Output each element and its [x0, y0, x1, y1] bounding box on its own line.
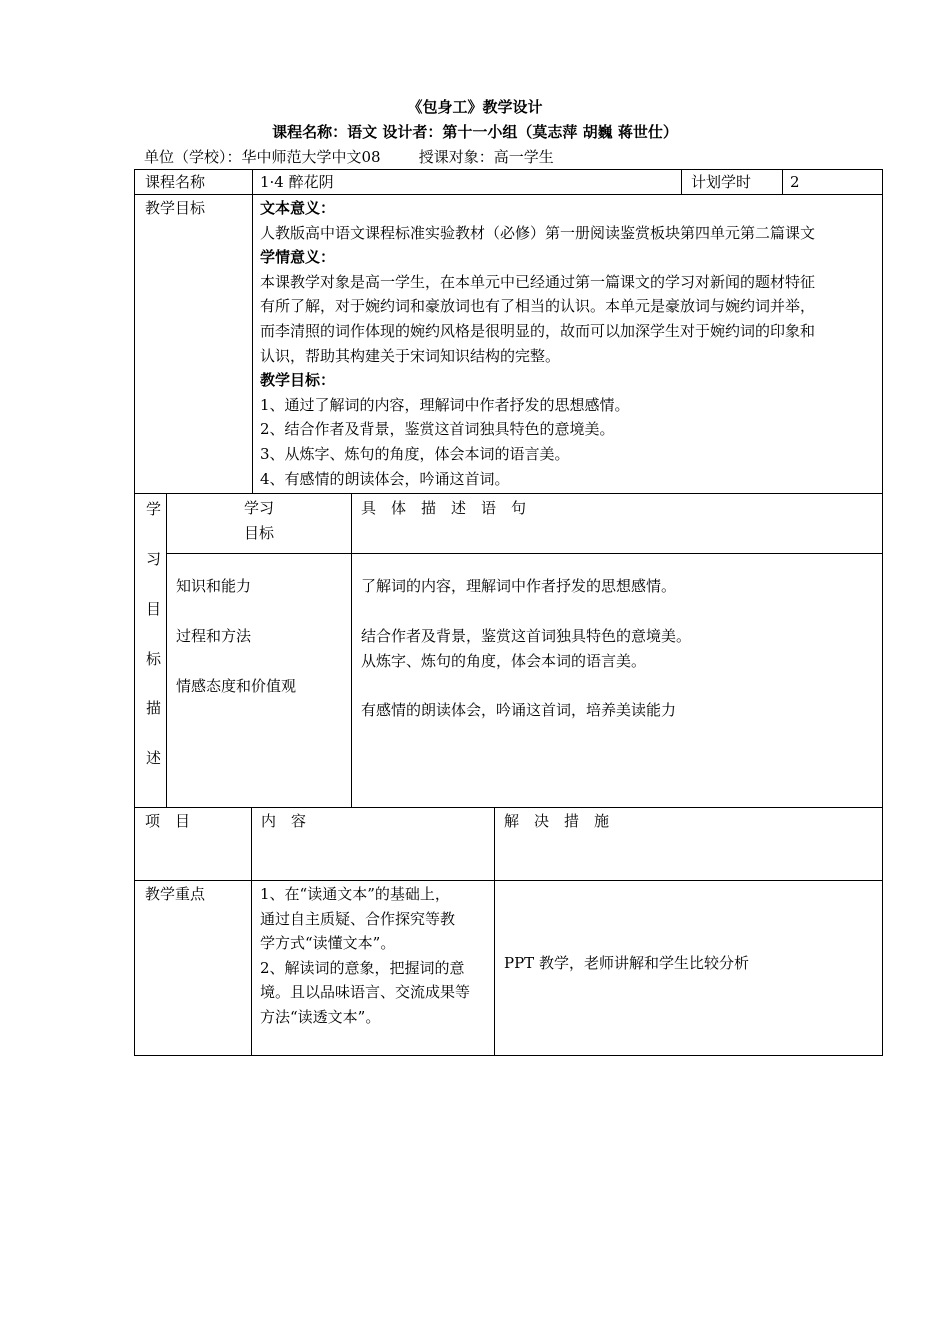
planned-hours-label: 计划学时	[691, 173, 752, 191]
planned-hours-value: 2	[790, 173, 800, 191]
key-point-label: 教学重点	[145, 885, 206, 903]
objectives-heading: 教学目标：	[260, 371, 336, 390]
course-name-label: 课程名称	[145, 173, 206, 191]
col-divider	[782, 169, 783, 195]
row-divider	[166, 553, 883, 554]
description-sentence: 从炼字、炼句的角度，体会本词的语言美。	[361, 652, 647, 670]
description-sentence: 了解词的内容，理解词中作者抒发的思想感情。	[361, 577, 677, 595]
teaching-goals-label: 教学目标	[145, 199, 206, 217]
learning-heading: 学情意义：	[260, 248, 336, 267]
objective-item: 1、通过了解词的内容，理解词中作者抒发的思想感情。	[260, 395, 630, 414]
item-header: 项 目	[145, 812, 191, 830]
content-header: 内 容	[261, 812, 307, 830]
vertical-label-char: 标	[146, 650, 162, 668]
col-divider	[681, 169, 682, 195]
objective-item: 2、结合作者及背景，鉴赏这首词独具特色的意境美。	[260, 420, 615, 439]
document-subtitle: 课程名称：语文 设计者：第十一小组（莫志萍 胡巍 蒋世仕）	[272, 123, 678, 141]
key-content-line: 境。且以品味语言、交流成果等	[260, 983, 471, 1002]
text-meaning-heading: 文本意义：	[260, 199, 336, 217]
key-content-line: 1、在“读通文本”的基础上，	[260, 885, 450, 903]
col-divider	[251, 807, 252, 1056]
key-content-line: 2、解读词的意象，把握词的意	[260, 958, 465, 977]
goal-column-header: 学习	[244, 499, 275, 517]
teaching-goals-content	[260, 196, 880, 491]
vertical-label-char: 述	[146, 749, 162, 767]
vertical-label-char: 学	[146, 500, 162, 518]
key-point-content	[260, 882, 492, 1030]
vertical-label-char: 目	[146, 600, 162, 618]
description-sentence: 结合作者及背景，鉴赏这首词独具特色的意境美。	[361, 627, 692, 645]
vertical-label-char: 描	[146, 699, 162, 717]
document-title: 《包身工》教学设计	[407, 98, 543, 116]
objective-item: 3、从炼字、炼句的角度，体会本词的语言美。	[260, 444, 570, 463]
col-divider	[166, 493, 167, 808]
course-name-value: 1·4 醉花阴	[260, 173, 334, 191]
learning-line: 认识，帮助其构建关于宋词知识结构的完整。	[260, 346, 561, 365]
col-divider	[351, 493, 352, 808]
learning-line: 本课教学对象是高一学生，在本单元中已经通过第一篇课文的学习对新闻的题材特征	[260, 272, 816, 291]
category-knowledge: 知识和能力	[176, 577, 252, 595]
description-column-header: 具 体 描 述 语 句	[361, 499, 527, 517]
category-attitude: 情感态度和价值观	[176, 677, 297, 695]
learning-line: 而李清照的词作体现的婉约风格是很明显的，故而可以加深学生对于婉约词的印象和	[260, 321, 816, 340]
unit-line: 单位（学校）：华中师范大学中文08 授课对象：高一学生	[144, 148, 554, 166]
key-content-line: 学方式“读懂文本”。	[260, 934, 396, 953]
row-divider	[134, 194, 883, 195]
key-content-line: 方法“读透文本”。	[260, 1007, 381, 1026]
col-divider	[494, 807, 495, 1056]
text-meaning-text: 人教版高中语文课程标准实验教材（必修）第一册阅读鉴赏板块第四单元第二篇课文	[260, 223, 816, 242]
description-sentence: 有感情的朗读体会，吟诵这首词，培养美读能力	[361, 701, 677, 719]
objective-item: 4、有感情的朗读体会，吟诵这首词。	[260, 469, 510, 488]
plan-table	[134, 807, 883, 1056]
key-content-line: 通过自主质疑、合作探究等教	[260, 909, 456, 928]
key-point-measures: PPT 教学，老师讲解和学生比较分析	[504, 954, 749, 972]
goal-column-header-line2: 目标	[244, 524, 275, 542]
measures-header: 解 决 措 施	[504, 812, 610, 830]
col-divider	[252, 169, 253, 494]
row-divider	[134, 880, 883, 881]
learning-line: 有所了解，对于婉约词和豪放词也有了相当的认识。本单元是豪放词与婉约词并举，	[260, 297, 816, 316]
vertical-label-char: 习	[146, 550, 162, 568]
category-process: 过程和方法	[176, 627, 252, 645]
